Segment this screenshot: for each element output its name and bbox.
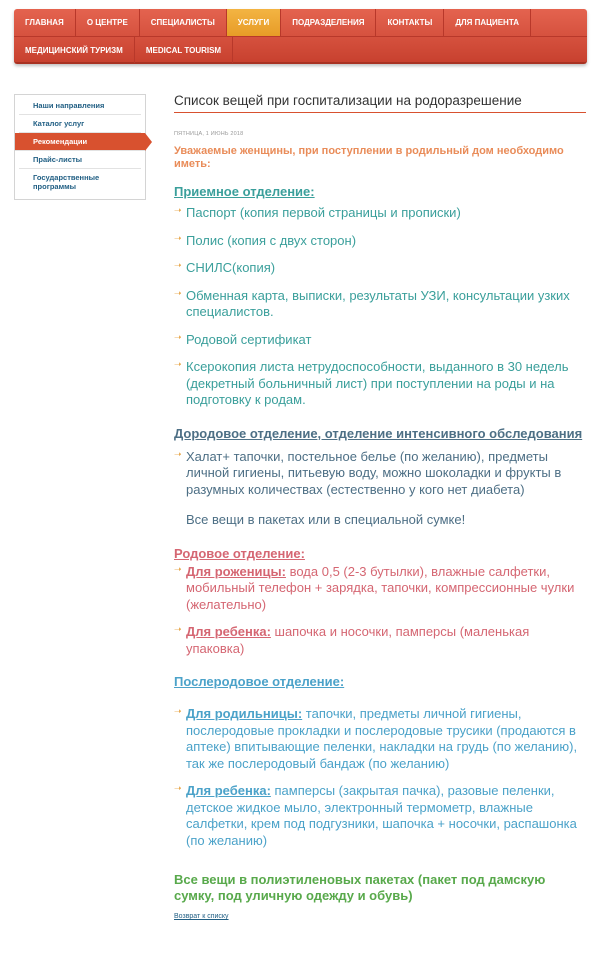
arrow-bullet-icon: ➝ (174, 624, 182, 634)
nav-item-about[interactable]: О ЦЕНТРЕ (76, 9, 140, 36)
final-note: Все вещи в полиэтиленовых пакетах (пакет под дамскую сумку, под уличную одежду и обувь) (174, 872, 546, 903)
list-item (174, 205, 586, 222)
list-item (174, 233, 586, 250)
list-item-label: Для ребенка: (186, 783, 271, 798)
main-navigation (14, 9, 587, 64)
arrow-bullet-icon: ➝ (174, 359, 182, 369)
section-heading-delivery: Родовое отделение: (174, 545, 305, 561)
list-item (174, 260, 586, 277)
article (174, 93, 586, 920)
section-heading-postnatal: Послеродовое отделение: (174, 674, 345, 689)
list-item-text: СНИЛС(копия) (186, 260, 276, 275)
list-item (174, 783, 586, 849)
arrow-bullet-icon: ➝ (174, 706, 182, 716)
nav-item-contacts[interactable]: КОНТАКТЫ (376, 9, 444, 36)
list-item (174, 359, 586, 409)
nav-item-for-patient[interactable]: ДЛЯ ПАЦИЕНТА (444, 9, 531, 36)
list-item (174, 449, 586, 499)
arrow-bullet-icon: ➝ (174, 783, 182, 793)
list-item-text: памперсы (закрытая пачка), разовые пеленки, детское жидкое мыло, электронный термометр, влажные салфетки, крем под подгузники, шапочка + носочки, распашонка (по желанию) (186, 783, 577, 848)
list-item-text: Паспорт (копия первой страницы и прописки) (186, 205, 461, 220)
list-item (174, 564, 586, 614)
list-item-label: Для родильницы: (186, 706, 303, 721)
prenatal-list (174, 449, 586, 499)
nav-item-departments[interactable]: ПОДРАЗДЕЛЕНИЯ (281, 9, 376, 36)
sidebar-item-prices[interactable]: Прайс-листы (19, 151, 141, 169)
sidebar-menu (14, 94, 146, 200)
back-to-list-link[interactable]: Возврат к списку (174, 913, 229, 920)
arrow-bullet-icon: ➝ (174, 448, 182, 459)
list-item-text: шапочка и носочки, памперсы (маленькая упаковка) (186, 624, 530, 656)
list-item-text: Ксерокопия листа нетрудоспособности, выданного в 30 недель (декретный больничный лист) при поступлении на роды и на подготовку к родам. (186, 359, 569, 407)
reception-list (174, 205, 586, 409)
sidebar-item-state-programs[interactable]: Государственные программы (33, 173, 100, 191)
nav-row-2 (14, 36, 587, 63)
list-item (174, 332, 586, 349)
list-item-text: Обменная карта, выписки, результаты УЗИ, консультации узких специалистов. (186, 287, 570, 319)
sidebar-item-recommendations[interactable]: Рекомендации (15, 133, 145, 151)
sidebar-item-directions[interactable]: Наши направления (19, 97, 141, 115)
nav-item-home[interactable]: ГЛАВНАЯ (14, 9, 76, 36)
article-date: ПЯТНИЦА, 1 ИЮНЬ 2018 (174, 131, 244, 137)
arrow-bullet-icon: ➝ (174, 331, 182, 342)
delivery-list (174, 564, 586, 658)
arrow-bullet-icon: ➝ (174, 260, 182, 270)
nav-item-services[interactable]: УСЛУГИ (227, 9, 281, 36)
postnatal-list (174, 706, 586, 849)
list-item-text: Халат+ тапочки, постельное белье (по желанию), предметы личной гигиены, питьевую воду, можно шоколадки и фрукты в разумных количествах (естественно у кого нет диабета) (186, 448, 562, 497)
list-item (174, 706, 586, 772)
nav-row-1 (14, 9, 587, 36)
page-title: Список вещей при госпитализации на родоразрешение (174, 93, 586, 113)
list-item-label: Для ребенка: (186, 624, 271, 639)
list-item-text: тапочки, предметы личной гигиены, послеродовые прокладки и послеродовые трусики (продаются в аптеке) впитывающие пеленки, накладки на грудь (по желанию), так же послеродовый бандаж (по желанию) (186, 706, 578, 771)
list-item-text: Полис (копия с двух сторон) (186, 232, 357, 248)
sidebar-item-catalog[interactable]: Каталог услуг (19, 115, 141, 133)
arrow-bullet-icon: ➝ (174, 232, 182, 243)
section-heading-prenatal: Дородовое отделение, отделение интенсивного обследования (174, 425, 583, 441)
arrow-bullet-icon: ➝ (174, 287, 182, 298)
arrow-bullet-icon: ➝ (174, 563, 182, 574)
article-intro: Уважаемые женщины, при поступлении в родильный дом необходимо иметь: (174, 145, 564, 170)
list-item (174, 624, 586, 657)
nav-item-medical-tourism-en[interactable]: MEDICAL TOURISM (135, 37, 233, 63)
nav-item-medical-tourism-ru[interactable]: МЕДИЦИНСКИЙ ТУРИЗМ (14, 37, 135, 63)
arrow-bullet-icon: ➝ (174, 205, 182, 215)
list-item-text: Родовой сертификат (186, 331, 312, 347)
nav-item-specialists[interactable]: СПЕЦИАЛИСТЫ (140, 9, 227, 36)
section-heading-reception: Приемное отделение: (174, 184, 315, 199)
prenatal-note: Все вещи в пакетах или в специальной сумке! (186, 512, 466, 527)
list-item (174, 288, 586, 321)
list-item-text: вода 0,5 (2-3 бутылки), влажные салфетки, мобильный телефон + зарядка, тапочки, компрессионные чулки (желательно) (186, 563, 575, 612)
list-item-label: Для роженицы: (186, 563, 286, 579)
